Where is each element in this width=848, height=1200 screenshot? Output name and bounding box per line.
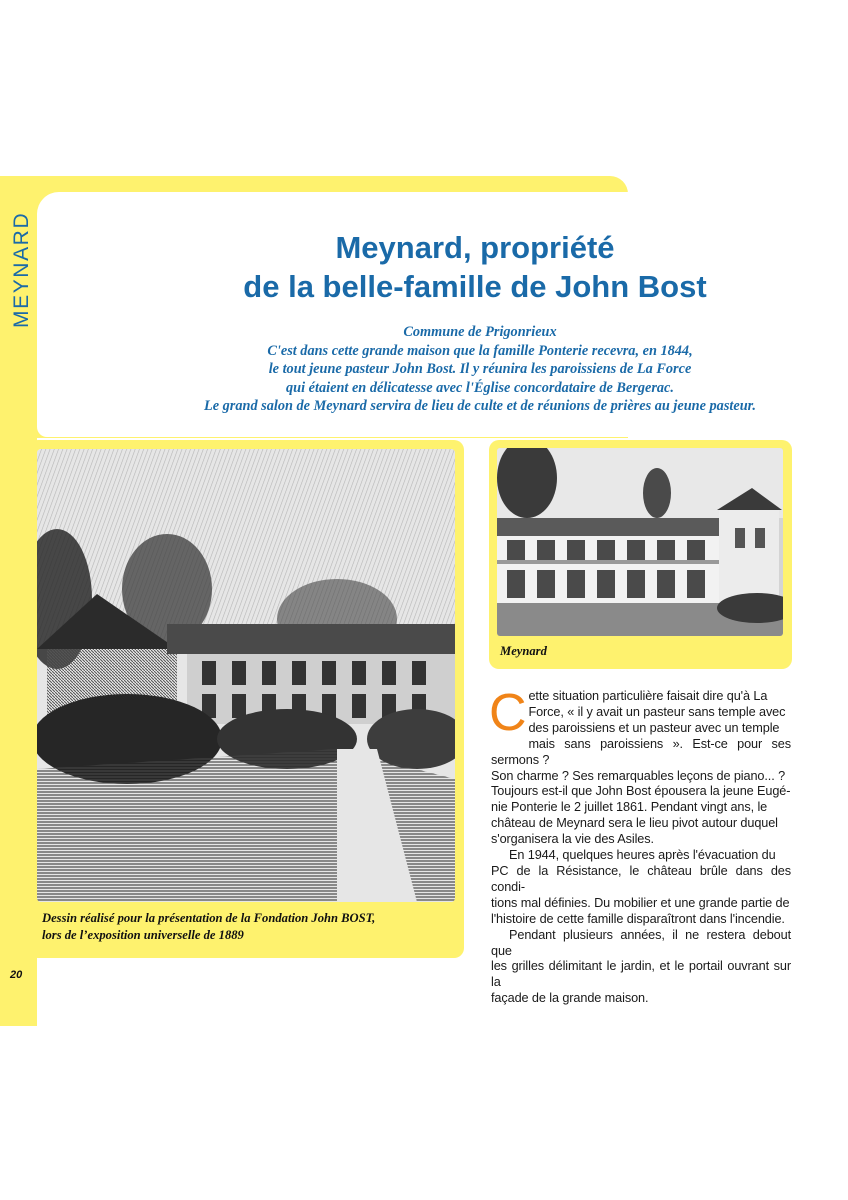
caption-line: lors de l’exposition universelle de 1889 (42, 927, 244, 942)
section-label-text: MEYNARD (10, 212, 33, 328)
paragraph (491, 848, 791, 928)
page-title (150, 228, 800, 306)
body-line: château de Meynard sera le lieu pivot autour duquel (491, 816, 778, 831)
intro-text (100, 323, 848, 416)
photo-caption: Meynard (500, 644, 547, 658)
title-line: de la belle-famille de John Bost (243, 269, 707, 304)
body-line: En 1944, quelques heures après l'évacuation du (509, 848, 776, 863)
paragraph (491, 928, 791, 1008)
body-line: façade de la grande maison. (491, 991, 649, 1006)
body-text (489, 684, 791, 1007)
body-line: Son charme ? Ses remarquables leçons de piano... ? (491, 768, 786, 783)
body-line: Pendant plusieurs années, il ne restera debout que (491, 927, 791, 958)
paragraph (489, 684, 791, 848)
dropcap: C (489, 684, 527, 742)
engraving-image (37, 449, 455, 902)
intro-line: le tout jeune pasteur John Bost. Il y réunira les paroissiens de La Force (268, 361, 692, 378)
body-line: mais sans paroissiens ». Est-ce pour ses sermons ? (491, 736, 791, 767)
title-line: Meynard, propriété (335, 230, 615, 265)
body-line: nie Ponterie le 2 juillet 1861. Pendant vingt ans, le (491, 800, 768, 815)
body-line: ette situation particulière faisait dire qu'à La (528, 689, 768, 703)
intro-line: Le grand salon de Meynard servira de lieu de culte et de réunions de prières au jeune pasteur. (203, 398, 756, 415)
body-line: l'histoire de cette famille disparaîtront dans l'incendie. (491, 911, 785, 926)
body-line: PC de la Résistance, le château brûle dans des condi- (491, 863, 791, 894)
meynard-photo (497, 448, 783, 636)
body-line: Force, « il y avait un pasteur sans temple avec (528, 704, 786, 719)
section-label (2, 212, 36, 330)
body-line: s'organisera la vie des Asiles. (491, 832, 654, 847)
intro-line: C'est dans cette grande maison que la famille Ponterie recevra, en 1844, (267, 342, 693, 359)
body-line: Toujours est-il que John Bost épousera la jeune Eugé- (491, 784, 791, 799)
body-line: les grilles délimitant le jardin, et le portail ouvrant sur la (491, 959, 791, 990)
body-line: des paroissiens et un pasteur avec un temple (528, 720, 780, 735)
body-line: tions mal définies. Du mobilier et une grande partie de (491, 895, 790, 910)
intro-line: Commune de Prigonrieux (403, 324, 557, 340)
intro-line: qui étaient en délicatesse avec l'Église concordataire de Bergerac. (286, 379, 674, 396)
engraving-caption (42, 910, 462, 943)
caption-line: Dessin réalisé pour la présentation de la Fondation John BOST, (42, 911, 376, 925)
page-number: 20 (10, 969, 23, 981)
